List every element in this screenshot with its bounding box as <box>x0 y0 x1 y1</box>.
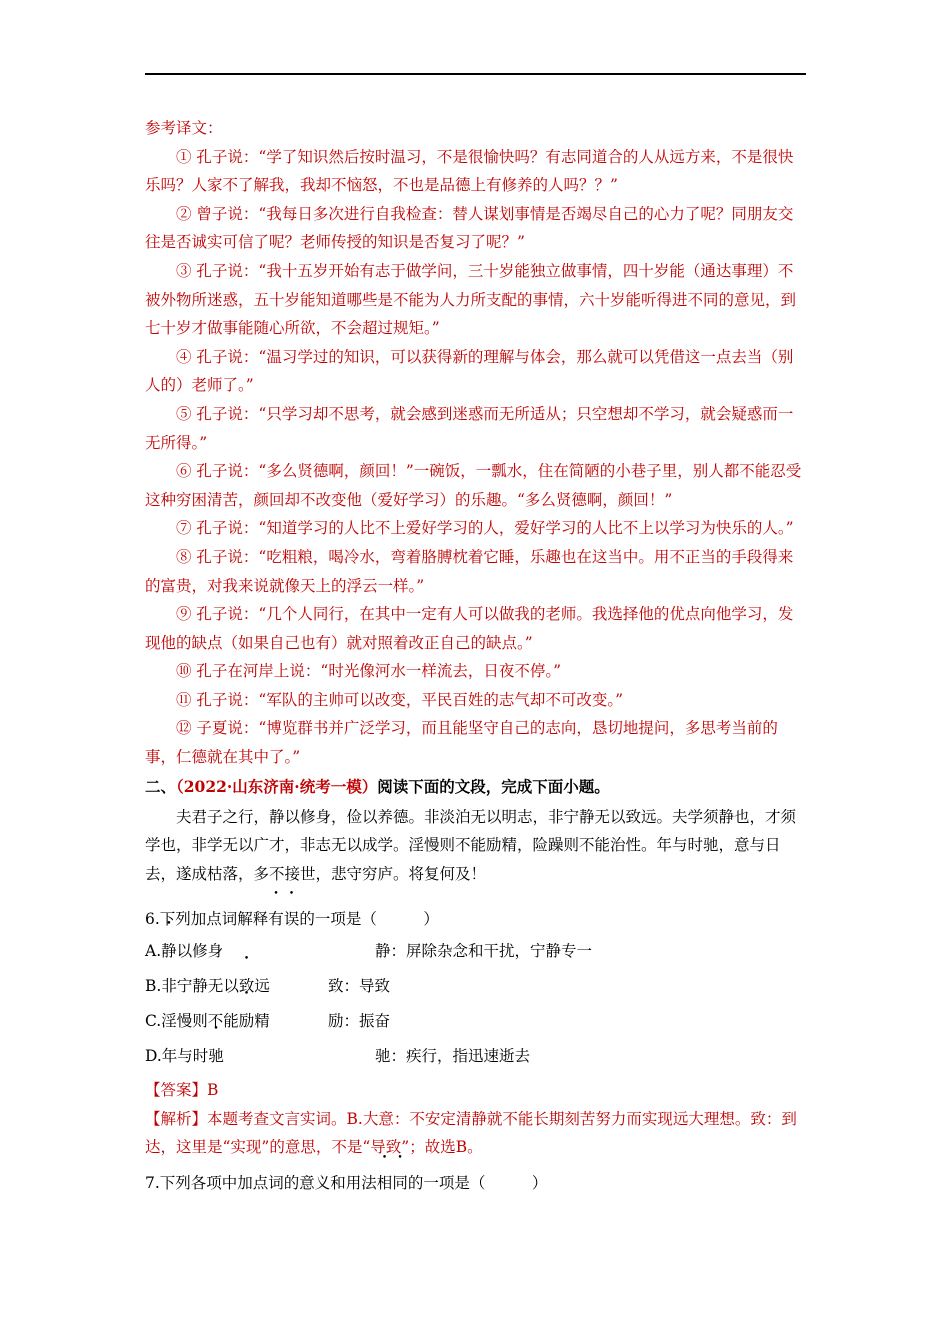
classical-passage: 夫君子之行，静以修身，俭以养德。非淡泊无以明志，非宁静无以致远。夫学须静也，才须学也，非学无以广才，非志无以成学。淫慢则不能励精，险躁则不能治性。年与时驰，意与日去，遂成枯落，多不接世，悲守穷庐。将复何及！ <box>145 807 797 883</box>
q7-dotted-text <box>377 1174 408 1192</box>
option-gloss: 驰：疾行，指迅速逝去 <box>375 1046 531 1065</box>
option-prefix: C.淫慢则不能 <box>145 1011 239 1030</box>
translation-item: ⑥ 孔子说：“多么贤德啊，颜回！”一碗饭，一瓢水，住在简陋的小巷子里，别人都不能忍受这种穷困清苦，颜回却不改变他（爱好学习）的乐趣。“多么贤德啊，颜回！” <box>145 462 802 509</box>
dotted-char: 励 <box>238 1011 255 1030</box>
q6-option-d <box>145 1039 806 1074</box>
q6-stem-post: 的一项是（ ） <box>299 909 439 928</box>
header-rule <box>145 73 806 75</box>
q7-stem-post: 的一项是（ ） <box>407 1173 548 1192</box>
dotted-char: 相 <box>376 1173 393 1192</box>
dotted-char: 致 <box>238 976 255 995</box>
analysis-text: 本题考查文言实词。B.大意：不安定清静就不能长期刻苦努力而实现远大理想。致：到达，这里是“实现”的意思，不是“导致”；故选B。 <box>145 1109 797 1157</box>
translation-item: ⑨ 孔子说：“几个人同行，在其中一定有人可以做我的老师。我选择他的优点向他学习，发现他的缺点（如果自己也有）就对照着改正自己的缺点。” <box>145 605 794 652</box>
option-suffix: 远 <box>254 976 270 995</box>
translation-heading: 参考译文： <box>145 119 223 137</box>
option-text <box>145 934 375 969</box>
translation-item: ③ 孔子说：“我十五岁开始有志于做学问，三十岁能独立做事情，四十岁能（通达事理）不被外物所迷惑，五十岁能知道哪些是不能为人力所支配的事情，六十岁能听得进不同的意见，到七十岁才做事能随心所欲，不会超过规矩。” <box>145 261 797 338</box>
answer-value: B <box>207 1080 219 1099</box>
option-gloss: 致：导致 <box>328 976 391 995</box>
option-prefix: A. <box>145 941 162 960</box>
translation-item: ⑫ 子夏说：“博览群书并广泛学习，而且能坚守自己的志向，恳切地提问，多思考当前的事，仁德就在其中了。” <box>145 719 778 767</box>
source-tag: （2022·山东济南·统考一模） <box>176 776 378 796</box>
option-gloss: 励：振奋 <box>328 1011 391 1030</box>
analysis-paragraph <box>145 1105 806 1162</box>
q6-dotted-text <box>268 910 299 928</box>
translation-item: ④ 孔子说：“温习学过的知识，可以获得新的理解与体会，那么就可以凭借这一点去当（别人的）老师了。” <box>145 347 794 395</box>
dotted-char: 同 <box>392 1173 408 1192</box>
dotted-char: 驰 <box>208 1046 224 1065</box>
option-text <box>145 969 328 1004</box>
option-prefix: B.非宁静无以 <box>145 976 239 995</box>
translation-item: ① 孔子说：“学了知识然后按时温习，不是很愉快吗？有志同道合的人从远方来，不是很快乐吗？人家不了解我，我却不恼怒，不也是品德上有修养的人吗？？” <box>145 147 794 195</box>
q6-option-c <box>145 1004 806 1039</box>
option-text <box>145 1004 328 1039</box>
dotted-char: 有 <box>268 909 284 928</box>
translation-item: ⑧ 孔子说：“吃粗粮，喝冷水，弯着胳膊枕着它睡，乐趣也在这当中。用不正当的手段得来的富贵，对我来说就像天上的浮云一样。” <box>145 547 794 595</box>
question-7-stem <box>145 1168 806 1198</box>
q7-stem-pre: 7.下列各项中加点词的意义和用法 <box>145 1173 377 1192</box>
translation-item: ⑩ 孔子在河岸上说：“时光像河水一样流去，日夜不停。” <box>176 662 562 681</box>
translation-item: ⑪ 孔子说：“军队的主帅可以改变，平民百姓的志气却不可改变。” <box>176 690 624 709</box>
option-text <box>145 1039 375 1074</box>
option-suffix: 精 <box>254 1011 270 1030</box>
q6-stem-pre: 6.下列加点词解释 <box>145 909 269 928</box>
dotted-char: 静 <box>161 941 177 960</box>
option-suffix: 以修身 <box>176 941 224 960</box>
dotted-char: 误 <box>283 909 300 928</box>
document-content <box>145 114 806 1198</box>
section-heading <box>145 773 806 801</box>
answer-label: 【答案】 <box>145 1080 208 1099</box>
translation-item: ⑦ 孔子说：“知道学习的人比不上爱好学习的人，爱好学习的人比不上以学习为快乐的人。” <box>176 519 794 538</box>
answer-line <box>145 1076 806 1105</box>
question-6-stem <box>145 904 806 934</box>
option-prefix: D.年与时 <box>145 1046 209 1065</box>
option-gloss: 静：屏除杂念和干扰，宁静专一 <box>375 941 593 960</box>
translation-item: ⑤ 孔子说：“只学习却不思考，就会感到迷惑而无所适从；只空想却不学习，就会疑惑而一无所得。” <box>145 404 794 452</box>
analysis-label: 【解析】 <box>145 1109 208 1128</box>
section-number: 二、 <box>145 776 177 796</box>
translation-item: ② 曾子说：“我每日多次进行自我检查：替人谋划事情是否竭尽自己的心力了呢？同朋友交往是否诚实可信了呢？老师传授的知识是否复习了呢？” <box>145 204 794 252</box>
section-instruction: 阅读下面的文段，完成下面小题。 <box>377 776 610 796</box>
